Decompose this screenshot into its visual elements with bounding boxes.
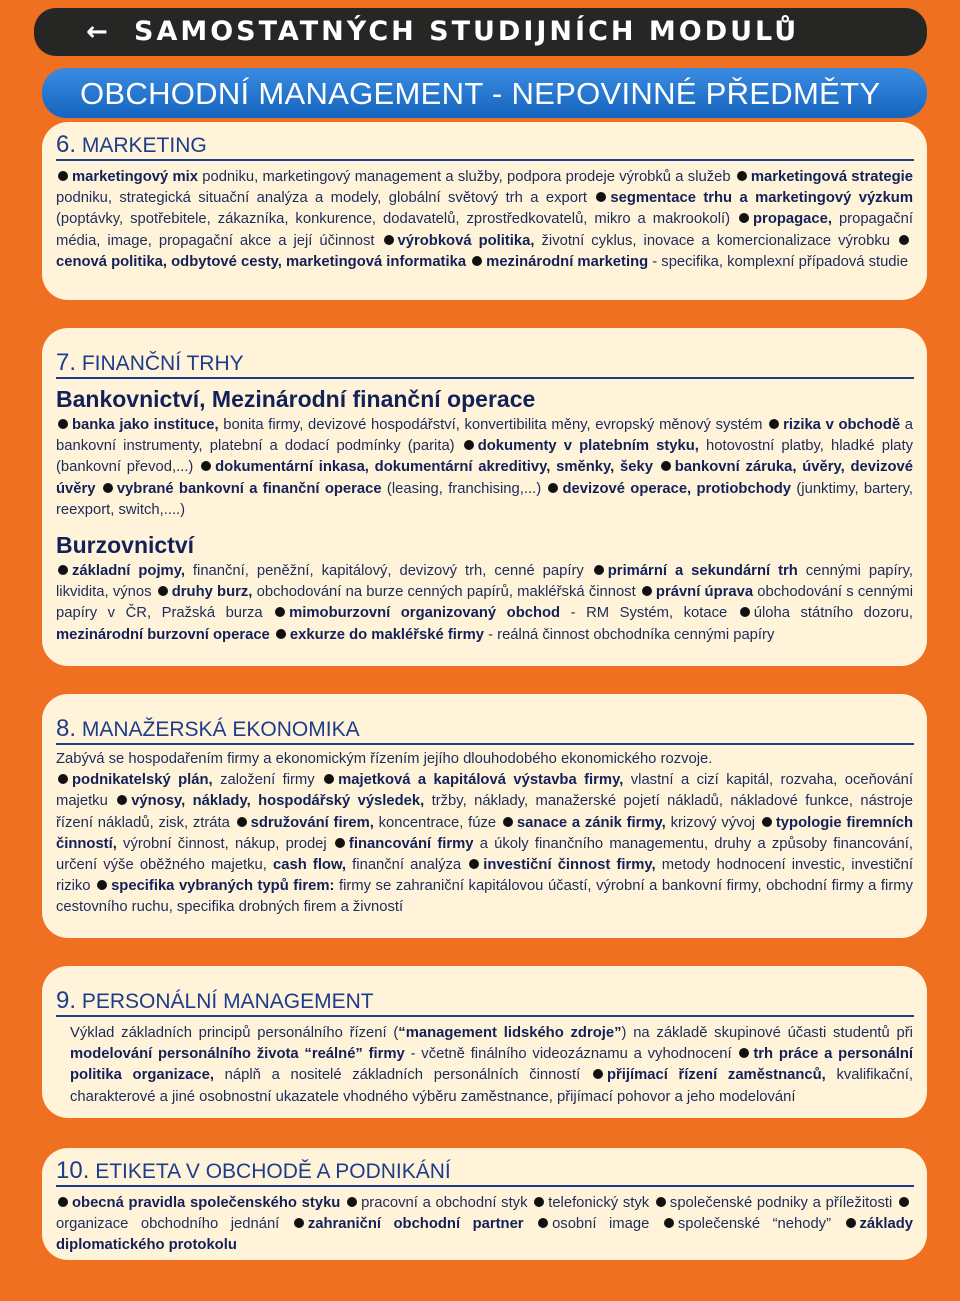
text-run: úloha státního dozoru, <box>753 605 913 622</box>
banner-title: OBCHODNÍ MANAGEMENT - NEPOVINNÉ PŘEDMĚTY <box>42 68 927 118</box>
bold-term: devizové operace, protiobchody <box>562 480 792 497</box>
bullet-icon <box>237 817 247 827</box>
section-business-etiquette <box>42 1148 927 1260</box>
text-run: založení firmy <box>212 772 323 789</box>
text-run: organizace obchodního jednání <box>56 1216 292 1233</box>
bold-term: dokumentární inkasa, dokumentární akreditivy, směnky, šeky <box>215 459 659 476</box>
bullet-icon <box>97 880 107 890</box>
section-text <box>56 561 913 646</box>
bullet-icon <box>472 256 482 266</box>
bold-term: základní pojmy, <box>72 563 185 580</box>
bullet-icon <box>548 483 558 493</box>
bold-term: specifika vybraných typů firem: <box>111 878 335 895</box>
back-arrow-icon[interactable]: ← <box>86 17 111 47</box>
bullet-icon <box>739 1048 749 1058</box>
section-title: PERSONÁLNÍ MANAGEMENT <box>81 990 374 1013</box>
text-run: (junktimy, bartery, reexport, switch,....) <box>56 480 913 518</box>
bold-term: rizika v obchodě <box>783 417 901 433</box>
text-run: (poptávky, spotřebitele, zákazníka, konkurence, dodavatelů, zprostředkovatelů, mikro a makrookolí) <box>56 211 738 228</box>
section-intro: Zabývá se hospodařením firmy a ekonomickým řízením jejího dlouhodobého ekonomického rozvoje. <box>56 751 713 767</box>
bold-term: druhy burz, <box>171 584 253 601</box>
subheading-stock-exchange: Burzovnictví <box>56 532 195 559</box>
bullet-icon <box>384 235 394 245</box>
section-heading: 7. FINANČNÍ TRHY <box>56 350 914 379</box>
text-run: životní cyklus, inovace a komercionalizace výrobku <box>534 232 897 249</box>
bullet-icon <box>899 235 909 245</box>
bullet-icon <box>538 1218 548 1228</box>
bold-term: výnosy, náklady, hospodářský výsledek, <box>131 793 425 810</box>
bold-term: sanace a zánik firmy, <box>516 814 666 831</box>
bullet-icon <box>58 774 68 784</box>
text-run: náplň a nositelé základních personálních činností <box>213 1067 591 1084</box>
bold-term: podnikatelský plán, <box>72 772 213 789</box>
bullet-icon <box>899 1197 909 1207</box>
bullet-icon <box>335 838 345 848</box>
bold-term: marketingový mix <box>72 169 198 185</box>
section-title: MANAŽERSKÁ EKONOMIKA <box>81 718 360 741</box>
bold-term: primární a sekundární trh <box>607 563 798 580</box>
text-run: - specifika, komplexní případová studie <box>648 253 909 270</box>
bold-term: cash flow, <box>273 857 347 874</box>
bold-term: “management lidského zdroje” <box>398 1025 622 1041</box>
text-run: kvalifikační, charakterové a jiné osobnostní ukazatele vhodného výběru zaměstnance, přijímací pohovor a jeho modelování <box>70 1067 913 1105</box>
bold-term: dokumenty v platebním styku, <box>477 438 699 455</box>
bold-term: segmentace trhu a marketingový výzkum <box>610 190 913 207</box>
section-heading: 6. MARKETING <box>56 132 914 161</box>
bullet-icon <box>642 586 652 596</box>
text-run: cennými papíry, likvidita, výnos <box>56 563 913 601</box>
text-run: krizový vývoj <box>665 814 760 831</box>
text-run: hotovostní platby, hladké platy (bankovní převod,...) <box>56 438 914 476</box>
text-run: pracovní a obchodní styk <box>361 1195 533 1211</box>
section-heading: 10. ETIKETA V OBCHODĚ A PODNIKÁNÍ <box>56 1158 914 1187</box>
section-text <box>56 1023 913 1108</box>
section-heading: 9. PERSONÁLNÍ MANAGEMENT <box>56 988 914 1017</box>
bullet-icon <box>158 586 168 596</box>
text-run: propagační média, image, propagační akce a její účinnost <box>56 211 913 249</box>
bullet-icon <box>58 171 68 181</box>
section-text <box>56 1193 913 1257</box>
bold-term: právní úprava <box>655 584 754 601</box>
bold-term: bankovní záruka, úvěry, devizové úvěry <box>56 459 913 497</box>
bullet-icon <box>661 461 671 471</box>
bullet-icon <box>324 774 334 784</box>
bullet-icon <box>58 1197 68 1207</box>
bullet-icon <box>201 461 211 471</box>
bold-term: mezinárodní burzovní operace <box>56 626 274 643</box>
bold-term: přijímací řízení zaměstnanců, <box>606 1067 826 1084</box>
bullet-icon <box>276 629 286 639</box>
bold-term: trh práce a personální politika organizace, <box>70 1046 913 1084</box>
section-text <box>56 167 913 273</box>
section-title: MARKETING <box>81 134 207 157</box>
bold-term: obecná pravidla společenského styku <box>72 1195 346 1211</box>
bullet-icon <box>294 1218 304 1228</box>
bullet-icon <box>596 192 606 202</box>
text-run: podniku, marketingový management a služby, podpora prodeje výrobků a služeb <box>197 169 735 185</box>
bullet-icon <box>739 213 749 223</box>
section-personnel-management <box>42 966 927 1118</box>
text-run: a úkoly finančního managementu, druhy a způsoby financování, určení výše oběžného majetku, <box>56 835 913 874</box>
bold-term: exkurze do makléřské firmy <box>289 626 484 643</box>
bullet-icon <box>503 817 513 827</box>
section-financial-markets <box>42 328 927 666</box>
bullet-icon <box>593 1069 603 1079</box>
bullet-icon <box>469 859 479 869</box>
text-run: - reálná činnost obchodníka cennými papíry <box>484 626 775 643</box>
text-run: firmy se zahraniční kapitálovou účastí, výrobní a bankovní firmy, obchodní firmy a firmy cestovního ruchu, specifika drobných firem a živností <box>56 878 913 916</box>
bullet-icon <box>769 419 779 429</box>
text-run: bonita firmy, devizové hospodářství, konvertibilita měny, evropský měnový systém <box>218 417 768 433</box>
bold-term: financování firmy <box>348 835 474 852</box>
section-marketing <box>42 122 927 300</box>
bullet-icon <box>464 440 474 450</box>
bold-term: banka jako instituce, <box>72 417 219 433</box>
bullet-icon <box>347 1197 357 1207</box>
section-text <box>56 415 913 521</box>
bold-term: mezinárodní marketing <box>486 253 649 270</box>
bold-term: vybrané bankovní a finanční operace <box>116 480 382 497</box>
section-managerial-economics <box>42 694 927 938</box>
bullet-icon <box>846 1218 856 1228</box>
text-run: ) na základě skupinové účasti studentů při <box>621 1025 913 1041</box>
text-run: a bankovní instrumenty, platební a dodací podmínky (parita) <box>56 417 913 455</box>
bold-term: typologie firemních činností, <box>56 814 914 852</box>
text-run: telefonický styk <box>548 1195 654 1211</box>
bold-term: marketingová strategie <box>750 169 913 185</box>
text-run: - RM Systém, kotace <box>560 605 738 622</box>
bullet-icon <box>737 171 747 181</box>
section-title: ETIKETA V OBCHODĚ A PODNIKÁNÍ <box>95 1160 451 1183</box>
bullet-icon <box>594 565 604 575</box>
header-title: SAMOSTATNÝCH STUDIJNÍCH MODULŮ <box>134 16 800 47</box>
bold-term: sdružování firem, <box>250 814 374 831</box>
bullet-icon <box>117 795 127 805</box>
section-heading: 8. MANAŽERSKÁ EKONOMIKA <box>56 716 914 745</box>
bold-term: mimoburzovní organizovaný obchod <box>289 605 561 622</box>
text-run: finanční analýza <box>346 857 468 874</box>
section-title: FINANČNÍ TRHY <box>81 352 244 375</box>
bullet-icon <box>103 483 113 493</box>
text-run: (leasing, franchising,...) <box>381 480 547 497</box>
bullet-icon <box>275 607 285 617</box>
section-text <box>56 770 913 918</box>
text-run: Výklad základních principů personálního řízení ( <box>70 1025 399 1041</box>
bullet-icon <box>762 817 772 827</box>
bold-term: cenová politika, odbytové cesty, marketingová informatika <box>56 253 471 270</box>
text-run: vlastní a cizí kapitál, rozvaha, oceňování majetku <box>56 772 913 810</box>
bullet-icon <box>656 1197 666 1207</box>
text-run: finanční, peněžní, kapitálový, devizový trh, cenné papíry <box>184 563 592 580</box>
bold-term: majetková a kapitálová výstavba firmy, <box>338 772 624 789</box>
bullet-icon <box>534 1197 544 1207</box>
bold-term: zahraniční obchodní partner <box>307 1216 537 1233</box>
text-run: společenské “nehody” <box>677 1216 844 1233</box>
text-run: výrobní činnost, nákup, prodej <box>116 835 333 852</box>
bullet-icon <box>58 565 68 575</box>
text-run: koncentrace, fúze <box>373 814 501 831</box>
text-run: tržby, náklady, manažerské pojetí nákladů, nákladové funkce, nástroje řízení nákladů, zisk, ztráta <box>56 793 913 831</box>
text-run: obchodování na burze cenných papírů, makléřská činnost <box>252 584 640 601</box>
bullet-icon <box>58 419 68 429</box>
bullet-icon <box>740 607 750 617</box>
bold-term: propagace, <box>753 211 832 228</box>
module-header-bar <box>34 8 927 56</box>
bold-term: výrobková politika, <box>397 232 535 249</box>
bold-term: základy diplomatického protokolu <box>56 1216 913 1254</box>
bold-term: investiční činnost firmy, <box>483 857 656 874</box>
text-run: obchodování s cennými papíry v ČR, Pražská burza <box>56 584 913 622</box>
text-run: společenské podniky a příležitosti <box>669 1195 897 1211</box>
bullet-icon <box>664 1218 674 1228</box>
text-run: podniku, strategická situační analýza a modely, globální světový trh a export <box>56 190 595 207</box>
subheading-banking: Bankovnictví, Mezinárodní finanční operace <box>56 386 536 412</box>
text-run: osobní image <box>552 1216 662 1233</box>
text-run: - včetně finálního videozáznamu a vyhodnocení <box>404 1046 738 1063</box>
bold-term: modelování personálního života “reálné” firmy <box>70 1046 405 1063</box>
text-run: metody hodnocení investic, investiční riziko <box>56 857 913 895</box>
